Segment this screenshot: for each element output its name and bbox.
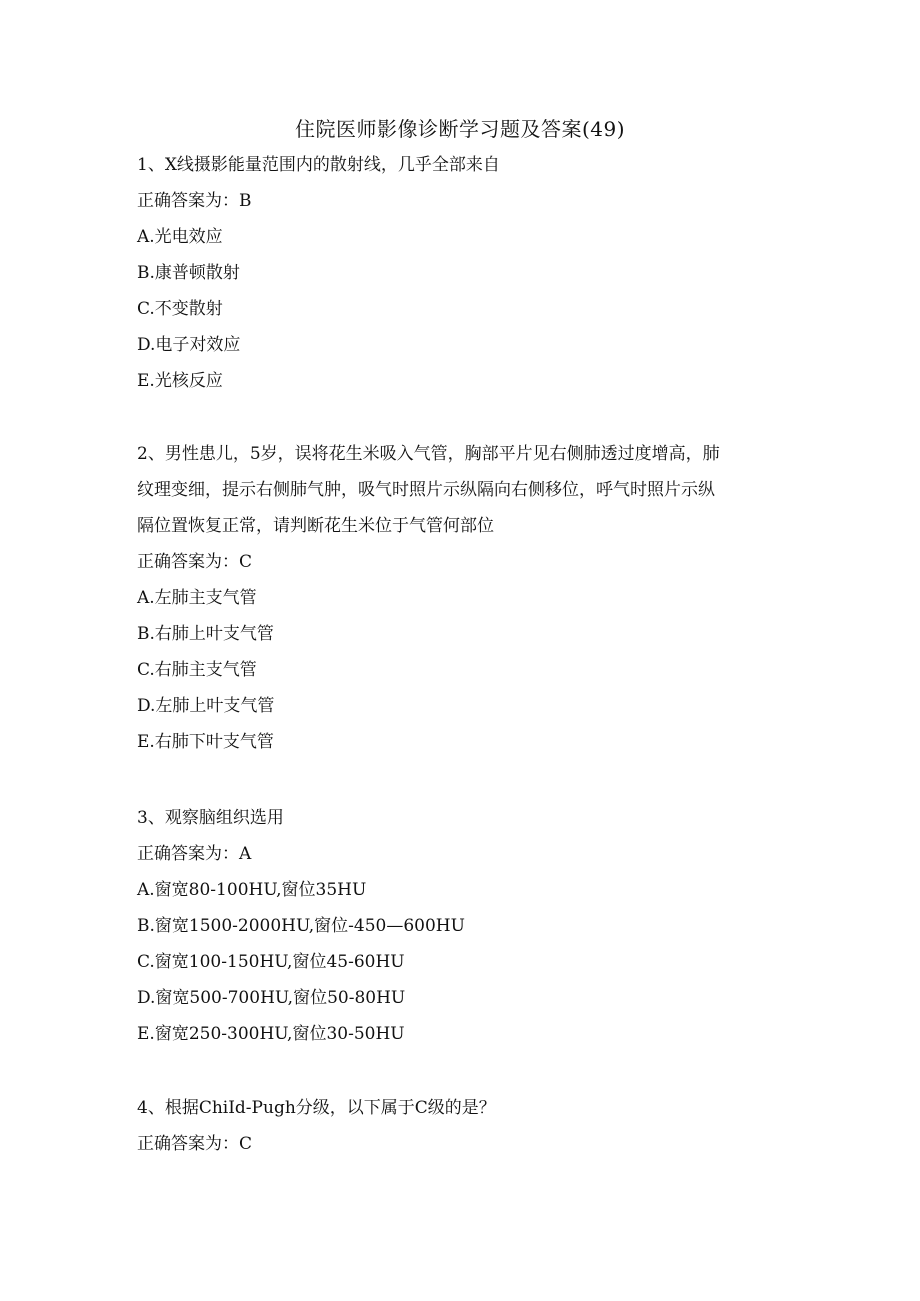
question-stem-line: 2、男性患儿，5岁，误将花生米吸入气管，胸部平片见右侧肺透过度增高，肺 bbox=[137, 444, 720, 464]
option-c: C.不变散射 bbox=[137, 299, 223, 319]
option-d: D.窗宽500-700HU,窗位50-80HU bbox=[137, 988, 406, 1008]
question-stem-line: 1、X线摄影能量范围内的散射线，几乎全部来自 bbox=[137, 155, 500, 175]
question-2 bbox=[137, 436, 787, 760]
option-a: A.窗宽80-100HU,窗位35HU bbox=[137, 880, 367, 900]
option-b: B.窗宽1500-2000HU,窗位-450—600HU bbox=[137, 916, 465, 936]
option-a: A.光电效应 bbox=[137, 227, 223, 247]
option-c: C.右肺主支气管 bbox=[137, 660, 257, 680]
document-title: 住院医师影像诊断学习题及答案(49) bbox=[294, 117, 626, 141]
option-e: E.光核反应 bbox=[137, 371, 223, 391]
option-b: B.右肺上叶支气管 bbox=[137, 624, 274, 644]
option-e: E.窗宽250-300HU,窗位30-50HU bbox=[137, 1024, 405, 1044]
question-stem bbox=[137, 147, 787, 183]
question-stem-line: 4、根据ChiId-Pugh分级，以下属于C级的是？ bbox=[137, 1098, 496, 1118]
question-1 bbox=[137, 147, 787, 399]
question-stem bbox=[137, 1090, 787, 1126]
option-e: E.右肺下叶支气管 bbox=[137, 732, 274, 752]
option-d: D.左肺上叶支气管 bbox=[137, 696, 275, 716]
correct-answer: 正确答案为：C bbox=[137, 1134, 253, 1154]
question-3 bbox=[137, 800, 787, 1052]
option-d: D.电子对效应 bbox=[137, 335, 241, 355]
question-stem bbox=[137, 436, 787, 544]
question-stem-line: 3、观察脑组织选用 bbox=[137, 808, 284, 828]
correct-answer: 正确答案为：C bbox=[137, 552, 253, 572]
correct-answer: 正确答案为：A bbox=[137, 844, 252, 864]
option-b: B.康普顿散射 bbox=[137, 263, 240, 283]
question-stem-line: 纹理变细，提示右侧肺气肿，吸气时照片示纵隔向右侧移位，呼气时照片示纵 bbox=[137, 480, 715, 500]
question-stem bbox=[137, 800, 787, 836]
question-4 bbox=[137, 1090, 787, 1162]
question-stem-line: 隔位置恢复正常，请判断花生米位于气管何部位 bbox=[137, 516, 494, 536]
correct-answer: 正确答案为：B bbox=[137, 191, 252, 211]
option-a: A.左肺主支气管 bbox=[137, 588, 257, 608]
option-c: C.窗宽100-150HU,窗位45-60HU bbox=[137, 952, 405, 972]
